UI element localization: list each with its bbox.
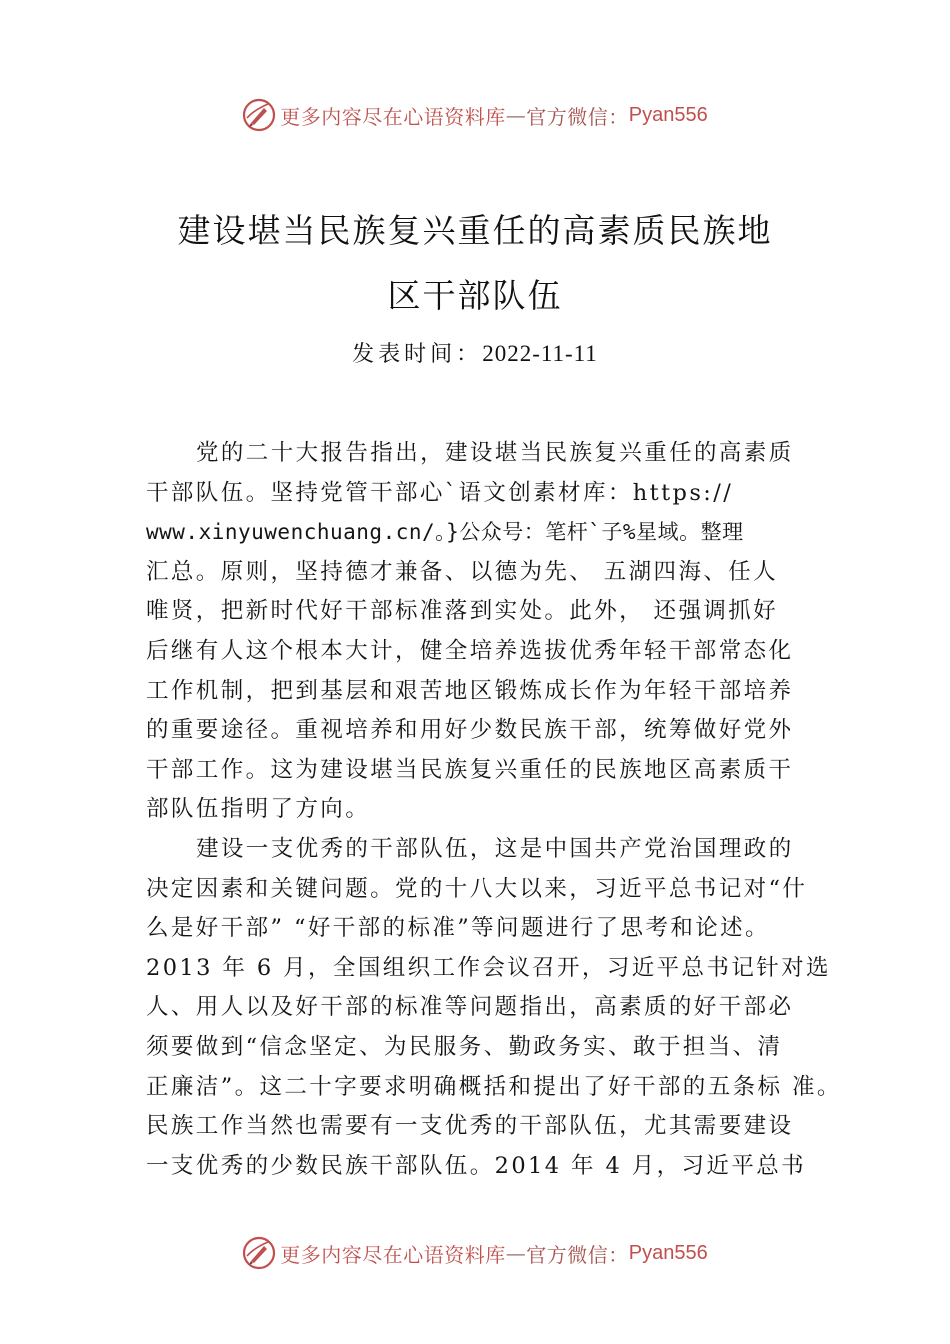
body-line: 民族工作当然也需要有一支优秀的干部队伍，尤其需要建设 [146,1113,794,1140]
watermark-wechat-label: 官方微信： [526,104,629,129]
body-line: 工作机制，把到基层和艰苦地区锻炼成长作为年轻干部培养 [146,677,794,704]
page-title-line-2: 区干部队伍 [387,276,563,315]
body-line: 的重要途径。重视培养和用好少数民族干部，统筹做好党外 [146,717,794,744]
body-line: 人、用人以及好干部的标准等问题指出，高素质的好干部必 [146,994,794,1021]
footer-watermark [0,1233,950,1273]
body-line: 汇总。原则，坚持德才兼备、以德为先、 五湖四海、任人 [146,558,779,585]
body-line: 须要做到“信念坚定、为民服务、勤政务实、敢于担当、清 [146,1033,783,1060]
watermark-wechat-id: Pyan556 [628,1241,708,1264]
body-line: 建设一支优秀的干部队伍，这是中国共产党治国理政的 [196,835,794,862]
header-watermark [0,95,950,135]
publish-date [0,337,950,368]
pen-logo-icon [242,1236,276,1270]
article-body [146,434,842,1186]
body-line: 2013 年 6 月，全国组织工作会议召开，习近平总书记针对选 [146,954,831,981]
body-line: 党的二十大报告指出，建设堪当民族复兴重任的高素质 [196,440,794,466]
body-line [146,513,806,553]
body-line: 么是好干部” “好干部的标准”等问题进行了思考和论述。 [146,915,770,942]
body-line: 正廉洁”。这二十字要求明确概括和提出了好干部的五条标 准。 [146,1073,842,1100]
body-line: 后继有人这个根本大计，健全培养选拔优秀年轻干部常态化 [146,637,794,664]
watermark-text: 更多内容尽在心语资料库 [280,1242,506,1267]
body-line: 干部工作。这为建设堪当民族复兴重任的民族地区高素质干 [146,756,794,783]
watermark-text: 更多内容尽在心语资料库 [280,104,506,129]
publish-date-label: 发表时间： [352,342,483,367]
watermark-wechat-label: 官方微信： [526,1242,629,1267]
watermark-wechat-id: Pyan556 [628,103,708,126]
body-line: 部队伍指明了方向。 [146,796,371,823]
body-line-url: www.xinyuwenchuang.cn/。}公众号：笔杆`子%星域。整理 [146,520,744,545]
body-line: 一支优秀的少数民族干部队伍。2014 年 4 月，习近平总书 [146,1152,807,1179]
body-line: 干部队伍。坚持党管干部心`语文创素材库：https:// [146,479,734,506]
watermark-separator: — [505,1241,527,1265]
body-line: 唯贤，把新时代好干部标准落到实处。此外， 还强调抓好 [146,598,779,625]
pen-logo-icon [242,98,276,132]
watermark-separator: — [505,103,527,127]
body-line: 决定因素和关键问题。党的十八大以来，习近平总书记对“什 [146,875,808,902]
publish-date-value: 2022-11-11 [482,341,598,366]
page-title-line-1: 建设堪当民族复兴重任的高素质民族地 [177,211,773,250]
